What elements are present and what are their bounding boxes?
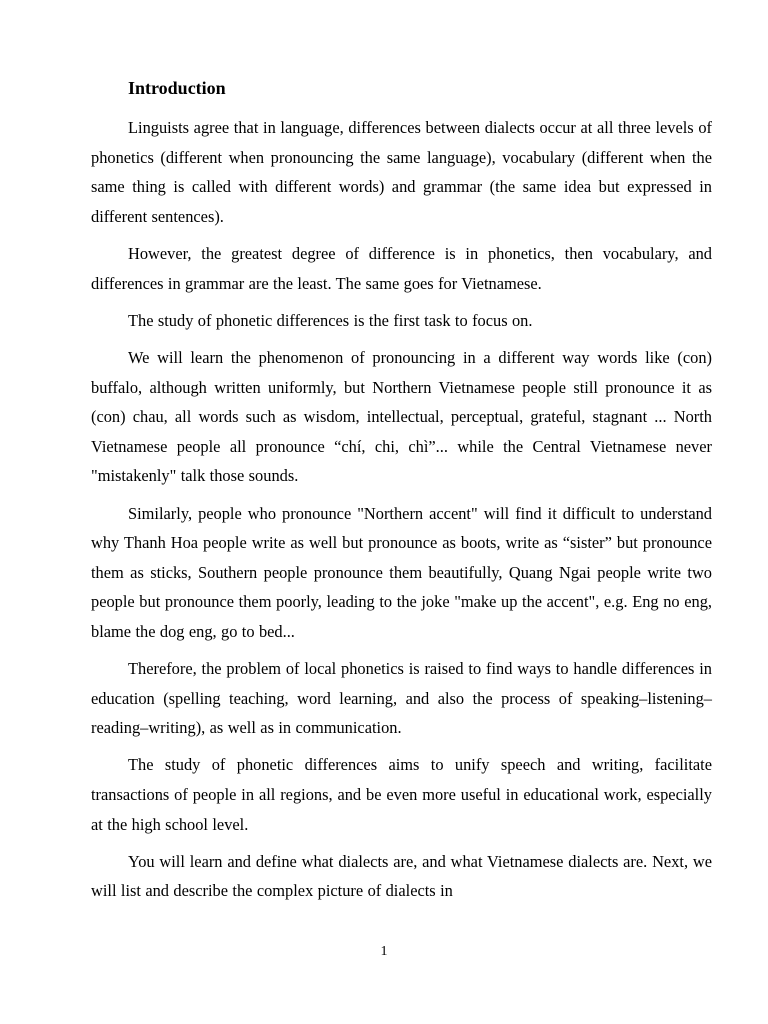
section-heading: Introduction xyxy=(128,78,226,98)
paragraph-6: Therefore, the problem of local phonetics is raised to find ways to handle differences in education (spelling teaching, word learning, and also the process of speaking–listening–reading–writing), as well as in communication. xyxy=(91,659,712,738)
page-number: 1 xyxy=(380,944,388,959)
paragraph-4: We will learn the phenomenon of pronouncing in a different way words like (con) buffalo, although written uniformly, but Northern Vietnamese people still pronounce it as (con) chau, all words such as wisdom, intellectual, perceptual, grateful, stagnant ... North Vietnamese people all pronounce “chí, chi, chì”... while the Central Vietnamese never "mistakenly" talk those sounds. xyxy=(91,347,712,486)
paragraph-7: The study of phonetic differences aims to unify speech and writing, facilitate transactions of people in all regions, and be even more useful in educational work, especially at the high school level. xyxy=(91,755,712,834)
paragraph-5: Similarly, people who pronounce "Northern accent" will find it difficult to understand why Thanh Hoa people write as well but pronounce as boots, write as “sister” but pronounce them as sticks, Southern people pronounce them beautifully, Quang Ngai people write two people but pronounce them poorly, leading to the joke "make up the accent", e.g. Eng no eng, blame the dog eng, go to bed... xyxy=(91,503,712,641)
paragraph-3: The study of phonetic differences is the first task to focus on. xyxy=(128,310,533,330)
paragraph-2: However, the greatest degree of difference is in phonetics, then vocabulary, and differences in grammar are the least. The same goes for Vietnamese. xyxy=(91,243,712,293)
body-text xyxy=(91,113,712,914)
paragraph-1: Linguists agree that in language, differences between dialects occur at all three levels of phonetics (different when pronouncing the same language), vocabulary (different when the same thing is called with different words) and grammar (the same idea but expressed in different sentences). xyxy=(91,118,712,226)
paragraph-8: You will learn and define what dialects are, and what Vietnamese dialects are. Next, we will list and describe the complex picture of dialects in xyxy=(91,851,712,901)
